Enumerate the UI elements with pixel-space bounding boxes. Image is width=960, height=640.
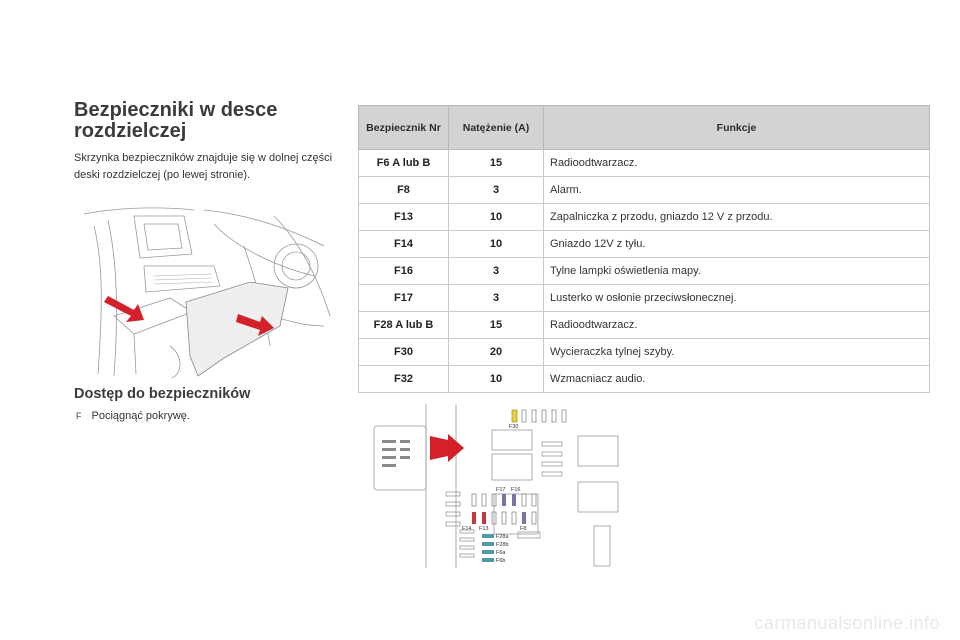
- fuse-f28a: [482, 534, 494, 538]
- fuse-function: Zapalniczka z przodu, gniazdo 12 V z przodu.: [544, 204, 930, 231]
- table-header-row: [359, 106, 930, 150]
- fuse-amperage: 3: [449, 177, 544, 204]
- access-step-text: Pociągnąć pokrywę.: [91, 410, 190, 422]
- table-row: [359, 366, 930, 393]
- access-heading: Dostęp do bezpieczników: [74, 386, 251, 402]
- fuse-amperage: 20: [449, 339, 544, 366]
- fuse-amperage: 3: [449, 258, 544, 285]
- fuse-number: F16: [359, 258, 449, 285]
- fuse-number: F30: [359, 339, 449, 366]
- label-f17: F17: [496, 487, 506, 493]
- watermark: carmanualsonline.info: [754, 613, 940, 633]
- header-amperage: Natężenie (A): [449, 106, 544, 150]
- fuse-f6a: [482, 550, 494, 554]
- fuse-number: F8: [359, 177, 449, 204]
- fuse-f13: [482, 512, 486, 524]
- label-f28b: F28b: [496, 542, 509, 548]
- fuse-table: [358, 105, 930, 393]
- table-row: [359, 285, 930, 312]
- fuse-f28b: [482, 542, 494, 546]
- fuse-f30: [512, 410, 517, 422]
- fuse-number: F6 A lub B: [359, 150, 449, 177]
- label-f6a: F6a: [496, 550, 506, 556]
- fuse-number: F17: [359, 285, 449, 312]
- fuse-number: F13: [359, 204, 449, 231]
- label-f13: F13: [479, 526, 489, 532]
- table-row: [359, 204, 930, 231]
- table-row: [359, 231, 930, 258]
- fuse-function: Radioodtwarzacz.: [544, 312, 930, 339]
- arrow-icon: [430, 434, 464, 462]
- label-f8: F8: [520, 526, 527, 532]
- fuse-f14: [472, 512, 476, 524]
- fuse-number: F32: [359, 366, 449, 393]
- label-f16: F16: [511, 487, 521, 493]
- label-f28a: F28a: [496, 534, 509, 540]
- label-f30: F30: [509, 424, 519, 430]
- fuse-amperage: 10: [449, 204, 544, 231]
- table-row: [359, 258, 930, 285]
- fuse-function: Alarm.: [544, 177, 930, 204]
- fuse-function: Wzmacniacz audio.: [544, 366, 930, 393]
- bullet-icon: F: [76, 411, 82, 421]
- header-fuse-number: Bezpiecznik Nr: [359, 106, 449, 150]
- label-f6b: F6b: [496, 558, 506, 564]
- fuse-f8: [522, 512, 526, 524]
- header-functions: Funkcje: [544, 106, 930, 150]
- fuse-function: Tylne lampki oświetlenia mapy.: [544, 258, 930, 285]
- fuse-function: Lusterko w osłonie przeciwsłonecznej.: [544, 285, 930, 312]
- fuse-function: Wycieraczka tylnej szyby.: [544, 339, 930, 366]
- fuse-function: Radioodtwarzacz.: [544, 150, 930, 177]
- fuse-amperage: 15: [449, 312, 544, 339]
- label-f14: F14: [462, 526, 472, 532]
- section-title: Bezpieczniki w desce rozdzielczej: [74, 99, 278, 142]
- fuse-box-diagram: [364, 400, 634, 570]
- fuse-amperage: 10: [449, 366, 544, 393]
- fuse-f17: [502, 494, 506, 506]
- table-row: [359, 150, 930, 177]
- fuse-amperage: 10: [449, 231, 544, 258]
- fuse-function: Gniazdo 12V z tyłu.: [544, 231, 930, 258]
- fuse-number: F28 A lub B: [359, 312, 449, 339]
- table-row: [359, 312, 930, 339]
- table-row: [359, 339, 930, 366]
- fuse-amperage: 15: [449, 150, 544, 177]
- fuse-amperage: 3: [449, 285, 544, 312]
- fuse-number: F14: [359, 231, 449, 258]
- intro-text: Skrzynka bezpieczników znajduje się w dolnej części deski rozdzielczej (po lewej stronie).: [74, 152, 333, 181]
- fuse-f6b: [482, 558, 494, 562]
- table-row: [359, 177, 930, 204]
- dashboard-photo: [74, 206, 336, 380]
- access-step: [76, 410, 346, 422]
- fuse-f16: [512, 494, 516, 506]
